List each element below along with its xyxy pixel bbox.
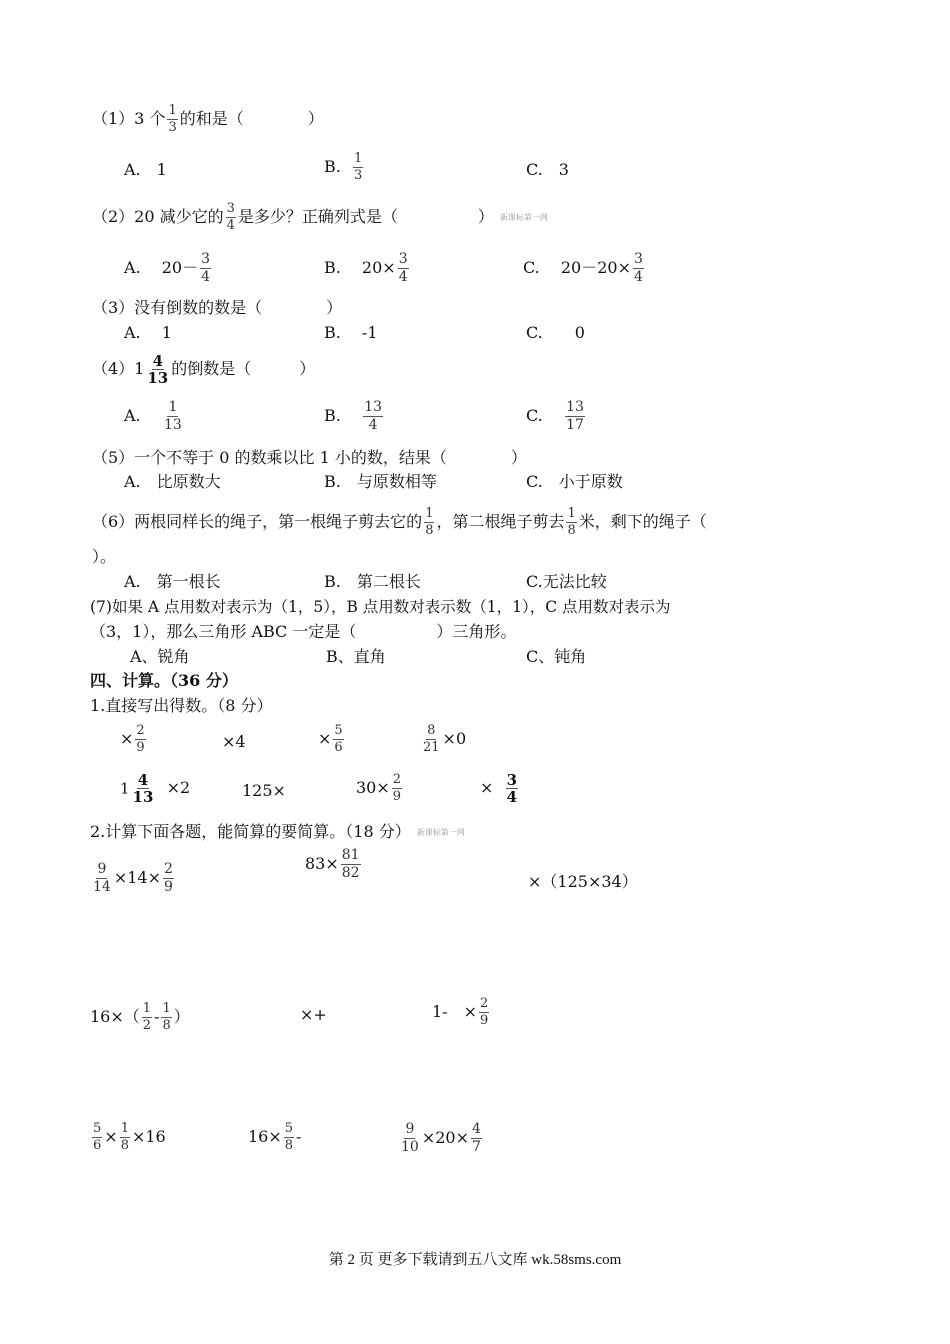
question-4: （4）1 $\frac{4}{13}$ 的倒数是（ ） — [92, 352, 316, 387]
question-3: （3）没有倒数的数是（ ） — [92, 298, 343, 317]
fraction: $\frac{2}{9}$ — [164, 861, 173, 895]
fraction: $\frac{5}{8}$ — [284, 1121, 294, 1153]
fraction: $\frac{5}{6}$ — [334, 723, 343, 755]
option-b: B. $\frac{13}{4}$ — [324, 399, 383, 433]
fraction: $\frac{13}{17}$ — [566, 399, 584, 433]
option-a: A、锐角 — [130, 647, 190, 666]
fraction: $\frac{2}{9}$ — [392, 772, 402, 804]
option-c: C. $\frac{13}{17}$ — [526, 399, 584, 433]
expression: $\frac{5}{6}$ × $\frac{1}{8}$ ×16 — [93, 1121, 166, 1153]
option-c: C.无法比较 — [526, 572, 607, 591]
option-c: C. 小于原数 — [526, 472, 623, 491]
fraction: $\frac{3}{4}$ — [633, 251, 643, 285]
option-a: A. 第一根长 — [124, 572, 221, 591]
watermark-text: 新课标第一网 — [499, 212, 548, 222]
expression: ×4 — [222, 732, 246, 751]
expression: 125× — [242, 781, 286, 800]
fraction: $\frac{13}{4}$ — [364, 399, 383, 433]
option-b: B. -1 — [324, 323, 378, 342]
page-footer: 第 2 页 更多下载请到五八文库 wk.58sms.com — [328, 1252, 622, 1268]
fraction: $\frac{9}{10}$ — [401, 1121, 419, 1155]
fraction: $\frac{1}{8}$ — [425, 506, 434, 538]
question-7-continued: （3，1），那么三角形 ABC 一定是（ ）三角形。 — [90, 622, 517, 641]
question-7: (7)如果 A 点用数对表示为（1，5），B 点用数对表示数（1，1），C 点用数对表示为 — [90, 598, 671, 616]
fraction: $\frac{1}{3}$ — [168, 103, 177, 135]
section-heading: 四、计算。（36 分） — [90, 671, 238, 690]
subsection-title: 1.直接写出得数。（8 分） — [90, 696, 273, 715]
expression: $\frac{8}{21}$ ×0 — [423, 723, 467, 755]
expression: $\frac{9}{10}$ ×20× $\frac{4}{7}$ — [401, 1121, 481, 1155]
expression: ×（125×34） — [528, 872, 638, 891]
fraction: $\frac{1}{8}$ — [162, 1001, 171, 1033]
watermark-text: 新课标第一网 — [416, 827, 465, 837]
expression: $\frac{9}{14}$ ×14× $\frac{2}{9}$ — [93, 861, 173, 895]
expression: 83× $\frac{81}{82}$ — [305, 847, 360, 881]
expression: 16× $\frac{5}{8}$ - — [248, 1121, 302, 1153]
fraction: $\frac{1}{8}$ — [120, 1121, 129, 1153]
option-a: A. 20－ $\frac{3}{4}$ — [124, 251, 211, 285]
option-c: C. 3 — [526, 160, 569, 179]
option-a: A. 1 — [124, 323, 172, 342]
expression: × $\frac{3}{4}$ — [480, 771, 518, 806]
option-a: A. 比原数大 — [124, 472, 221, 491]
question-2: （2）20 减少它的 $\frac{3}{4}$ 是多少？正确列式是（ ） 新课标第一网 — [92, 201, 548, 233]
option-b: B. 第二根长 — [324, 572, 421, 591]
fraction: $\frac{8}{21}$ — [423, 723, 440, 755]
fraction: $\frac{1}{8}$ — [567, 506, 576, 538]
option-c: C. 0 — [526, 323, 585, 342]
fraction: $\frac{2}{9}$ — [480, 996, 489, 1028]
expression: 16×（ $\frac{1}{2}$ - $\frac{1}{8}$ ） — [90, 1001, 190, 1033]
question-6: （6）两根同样长的绳子，第一根绳子剪去它的 $\frac{1}{8}$ ，第二根绳子剪去 $\frac{1}{8}$ 米，剩下的绳子（ — [92, 506, 707, 538]
expression: × $\frac{2}{9}$ — [120, 723, 145, 755]
fraction: $\frac{81}{82}$ — [341, 847, 360, 881]
option-a: A. 1 — [124, 160, 167, 179]
fraction: $\frac{3}{4}$ — [226, 201, 235, 233]
fraction: $\frac{1}{2}$ — [142, 1001, 152, 1033]
fraction: $\frac{3}{4}$ — [201, 251, 211, 285]
expression: 1 $\frac{4}{13}$ ×2 — [120, 771, 191, 806]
expression: × $\frac{5}{6}$ — [318, 723, 343, 755]
question-6-continued: ）。 — [92, 547, 117, 566]
fraction: $\frac{1}{13}$ — [163, 399, 182, 433]
fraction: $\frac{9}{14}$ — [93, 861, 111, 895]
question-5: （5）一个不等于 0 的数乘以比 1 小的数，结果（ ） — [92, 448, 527, 467]
option-a: A. $\frac{1}{13}$ — [124, 399, 182, 433]
option-c: C、钝角 — [526, 647, 587, 666]
option-b: B. 20× $\frac{3}{4}$ — [324, 251, 408, 285]
option-c: C. 20－20× $\frac{3}{4}$ — [523, 251, 643, 285]
expression: 1- × $\frac{2}{9}$ — [432, 996, 489, 1028]
expression: 30× $\frac{2}{9}$ — [356, 772, 402, 804]
fraction: $\frac{3}{4}$ — [506, 771, 518, 806]
question-text: （1）3 个 — [92, 109, 166, 128]
fraction: $\frac{5}{6}$ — [93, 1121, 102, 1153]
question-text: 的和是（ ） — [179, 109, 324, 128]
fraction: $\frac{4}{13}$ — [132, 771, 154, 806]
fraction: $\frac{2}{9}$ — [136, 723, 145, 755]
fraction: $\frac{3}{4}$ — [398, 251, 408, 285]
expression: ×+ — [300, 1005, 327, 1024]
option-b: B、直角 — [326, 647, 386, 666]
fraction: $\frac{4}{7}$ — [472, 1121, 481, 1155]
option-b: B. 与原数相等 — [324, 472, 437, 491]
question-1 — [92, 104, 324, 135]
subsection-title: 2.计算下面各题，能简算的要简算。（18 分） 新课标第一网 — [90, 822, 465, 841]
option-b: B. $\frac{1}{3}$ — [324, 151, 363, 183]
fraction: $\frac{1}{3}$ — [354, 151, 363, 183]
fraction: $\frac{4}{13}$ — [147, 352, 169, 387]
